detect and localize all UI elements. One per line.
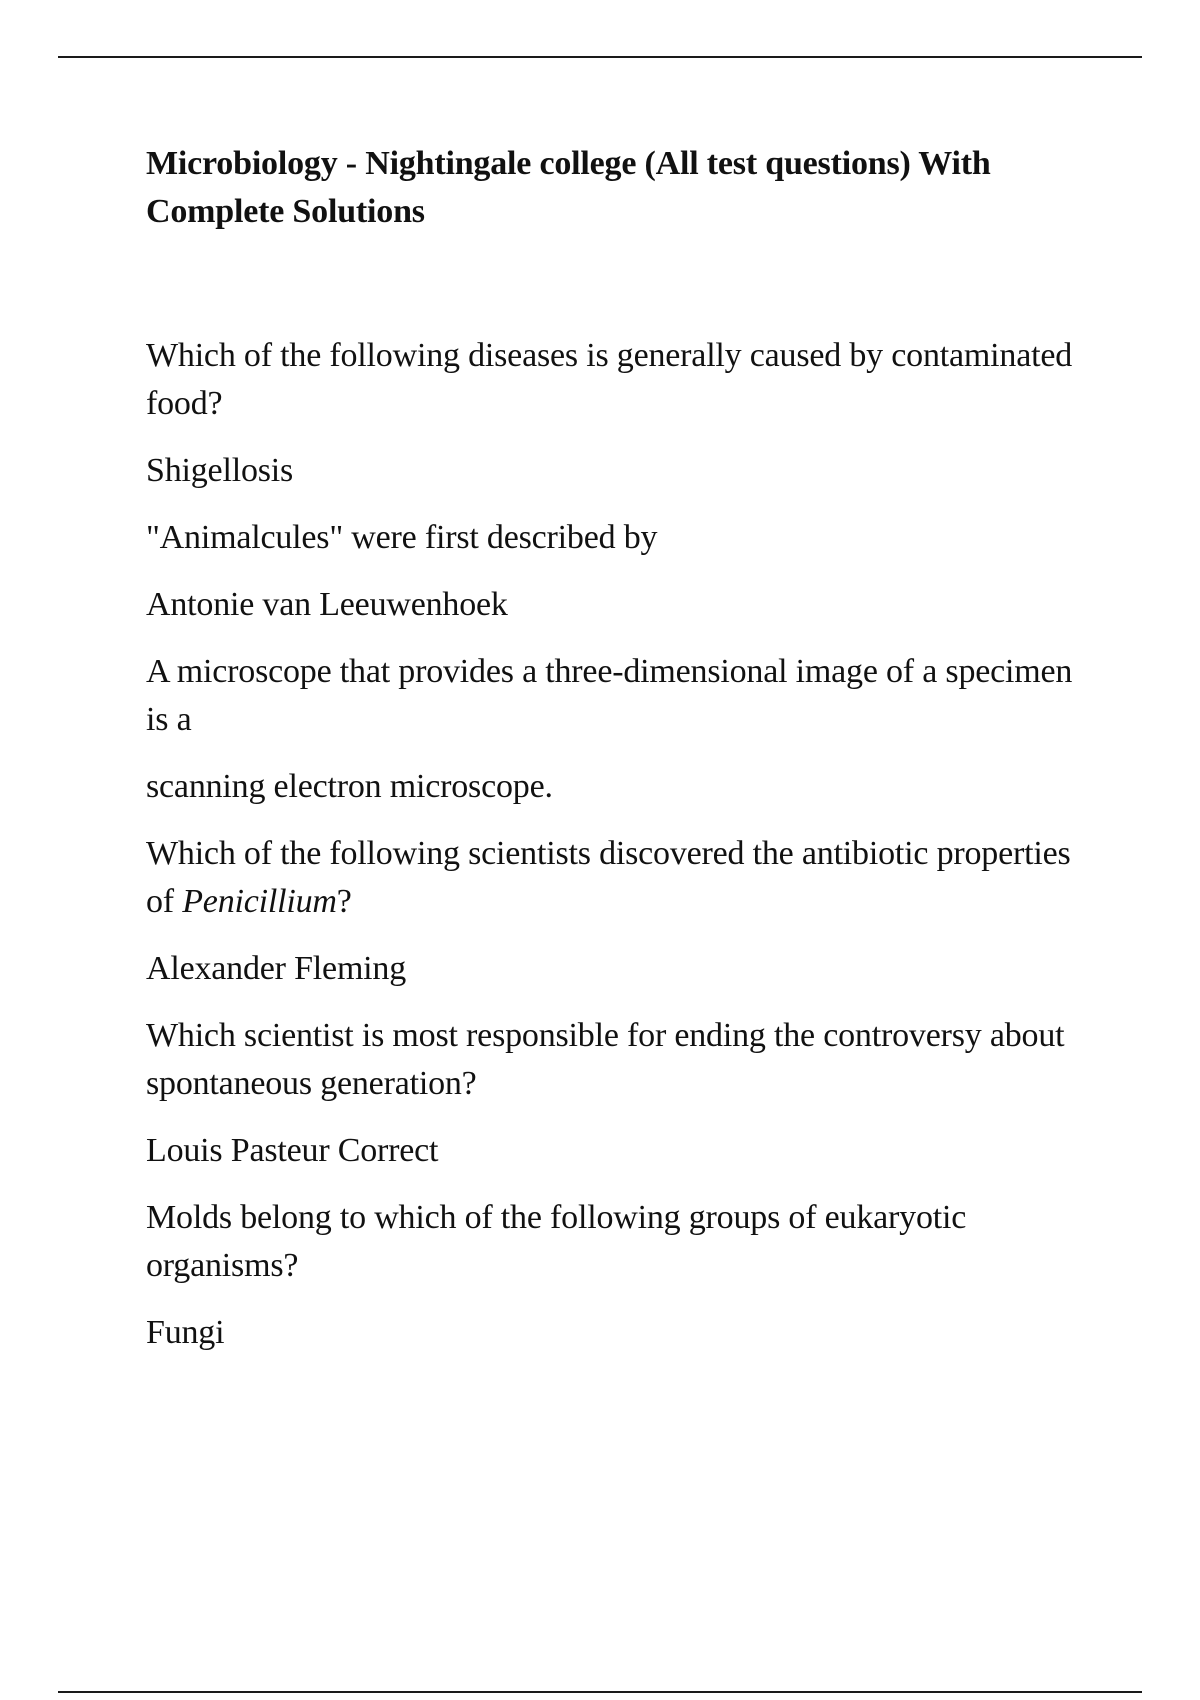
- document-body: [146, 140, 1086, 1376]
- question-text: [146, 830, 1086, 926]
- answer-text: Fungi: [146, 1314, 225, 1351]
- header-rule: [58, 56, 1142, 58]
- answer-text: Antonie van Leeuwenhoek: [146, 586, 508, 623]
- italic-term: Penicillium: [182, 883, 337, 920]
- document-title: Microbiology - Nightingale college (All test questions) With Complete Solutions: [146, 145, 991, 230]
- question-text: "Animalcules" were first described by: [146, 519, 658, 556]
- footer-rule: [58, 1691, 1142, 1693]
- question-text-suffix: ?: [336, 883, 352, 920]
- answer-text: scanning electron microscope.: [146, 768, 553, 805]
- question-text-prefix: Which of the following scientists discovered the antibiotic properties of: [146, 835, 1071, 920]
- answer-text: Alexander Fleming: [146, 950, 407, 987]
- answer-text: Shigellosis: [146, 452, 294, 489]
- question-text: Molds belong to which of the following groups of eukaryotic organisms?: [146, 1199, 967, 1284]
- answer-text: Louis Pasteur Correct: [146, 1132, 439, 1169]
- qa-list: [146, 332, 1086, 1357]
- question-text: A microscope that provides a three-dimensional image of a specimen is a: [146, 653, 1073, 738]
- question-text: Which scientist is most responsible for ending the controversy about spontaneous generation?: [146, 1017, 1065, 1102]
- question-text: Which of the following diseases is generally caused by contaminated food?: [146, 337, 1073, 422]
